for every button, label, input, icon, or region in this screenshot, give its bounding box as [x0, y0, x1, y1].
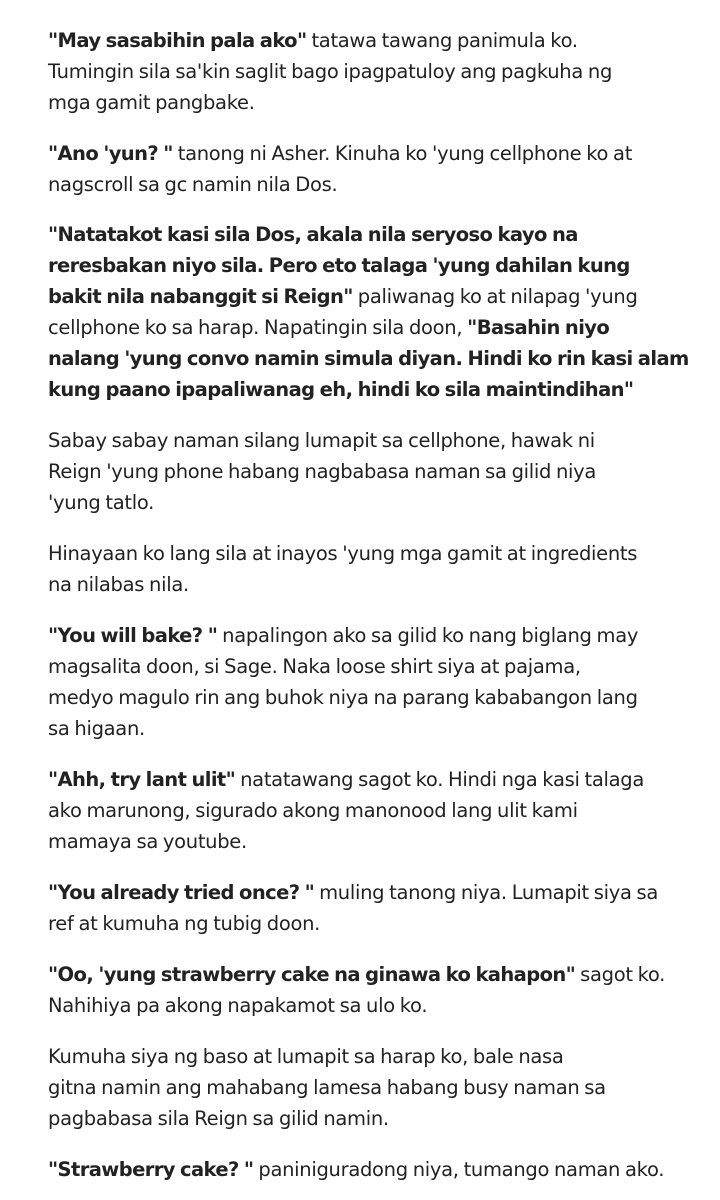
- text-line: [48, 538, 698, 569]
- dialogue-text: "May sasabihin pala ako": [48, 29, 307, 52]
- text-line: [48, 990, 698, 1021]
- dialogue-text: kung paano ipapaliwanag eh, hindi ko sila maintindihan": [48, 378, 634, 401]
- narration-text: mamaya sa youtube.: [48, 830, 247, 853]
- text-line: [48, 25, 698, 56]
- text-line: [48, 456, 698, 487]
- text-line: [48, 1041, 698, 1072]
- narration-text: muling tanong niya. Lumapit siya sa: [314, 881, 659, 904]
- paragraph-2: [48, 138, 698, 200]
- narration-text: na nilabas nila.: [48, 573, 189, 596]
- text-line: [48, 250, 698, 281]
- narration-text: gitna namin ang mahabang lamesa habang busy naman sa: [48, 1076, 606, 1099]
- text-line: [48, 826, 698, 857]
- text-line: [48, 87, 698, 118]
- narration-text: Tumingin sila sa'kin saglit bago ipagpatuloy ang pagkuha ng: [48, 60, 613, 83]
- dialogue-text: "You already tried once? ": [48, 881, 315, 904]
- paragraph-4: [48, 425, 698, 518]
- text-line: [48, 487, 698, 518]
- text-line: [48, 1154, 698, 1185]
- text-line: [48, 651, 698, 682]
- dialogue-text: "Strawberry cake? ": [48, 1158, 254, 1181]
- dialogue-text: "Oo, 'yung strawberry cake na ginawa ko kahapon": [48, 963, 576, 986]
- text-line: [48, 764, 698, 795]
- text-line: [48, 713, 698, 744]
- dialogue-text: "You will bake? ": [48, 624, 218, 647]
- dialogue-text: bakit nila nabanggit si Reign": [48, 285, 353, 308]
- text-line: [48, 138, 698, 169]
- narration-text: 'yung tatlo.: [48, 491, 155, 514]
- dialogue-text: "Ano 'yun? ": [48, 142, 173, 165]
- narration-text: ako marunong, sigurado akong manonood lang ulit kami: [48, 799, 578, 822]
- narration-text: sa higaan.: [48, 717, 145, 740]
- narration-text: Hinayaan ko lang sila at inayos 'yung mga gamit at ingredients: [48, 542, 638, 565]
- narration-text: medyo magulo rin ang buhok niya na parang kababangon lang: [48, 686, 638, 709]
- dialogue-text: nalang 'yung convo namin simula diyan. Hindi ko rin kasi alam: [48, 347, 689, 370]
- narration-text: tatawa tawang panimula ko.: [306, 29, 578, 52]
- paragraph-1: [48, 25, 698, 118]
- narration-text: natatawang sagot ko. Hindi nga kasi talaga: [235, 768, 644, 791]
- narration-text: cellphone ko sa harap. Napatingin sila doon,: [48, 316, 468, 339]
- narration-text: sagot ko.: [575, 963, 666, 986]
- dialogue-text: reresbakan niyo sila. Pero eto talaga 'yung dahilan kung: [48, 254, 630, 277]
- paragraph-9: [48, 959, 698, 1021]
- text-line: [48, 959, 698, 990]
- text-line: [48, 795, 698, 826]
- paragraph-3: [48, 219, 698, 405]
- dialogue-text: "Ahh, try lant ulit": [48, 768, 236, 791]
- paragraph-5: [48, 538, 698, 600]
- narration-text: paniniguradong niya, tumango naman ako.: [253, 1158, 665, 1181]
- text-line: [48, 56, 698, 87]
- paragraph-10: [48, 1041, 698, 1134]
- narration-text: napalingon ako sa gilid ko nang biglang may: [217, 624, 639, 647]
- narration-text: Nahihiya pa akong napakamot sa ulo ko.: [48, 994, 428, 1017]
- narration-text: magsalita doon, si Sage. Naka loose shirt siya at pajama,: [48, 655, 581, 678]
- narration-text: ref at kumuha ng tubig doon.: [48, 912, 321, 935]
- text-line: [48, 908, 698, 939]
- narration-text: Sabay sabay naman silang lumapit sa cellphone, hawak ni: [48, 429, 595, 452]
- text-line: [48, 877, 698, 908]
- text-line: [48, 425, 698, 456]
- dialogue-text: "Natatakot kasi sila Dos, akala nila seryoso kayo na: [48, 223, 578, 246]
- text-line: [48, 374, 698, 405]
- paragraph-6: [48, 620, 698, 744]
- narration-text: Reign 'yung phone habang nagbabasa naman sa gilid niya: [48, 460, 597, 483]
- text-line: [48, 1072, 698, 1103]
- narration-text: pagbabasa sila Reign sa gilid namin.: [48, 1107, 389, 1130]
- text-line: [48, 569, 698, 600]
- narration-text: Kumuha siya ng baso at lumapit sa harap ko, bale nasa: [48, 1045, 564, 1068]
- text-line: [48, 219, 698, 250]
- text-line: [48, 620, 698, 651]
- text-line: [48, 1103, 698, 1134]
- text-line: [48, 169, 698, 200]
- narration-text: paliwanag ko at nilapag 'yung: [352, 285, 638, 308]
- text-line: [48, 281, 698, 312]
- paragraph-7: [48, 764, 698, 857]
- text-line: [48, 682, 698, 713]
- narration-text: mga gamit pangbake.: [48, 91, 255, 114]
- dialogue-text: "Basahin niyo: [467, 316, 610, 339]
- narration-text: tanong ni Asher. Kinuha ko 'yung cellphone ko at: [172, 142, 633, 165]
- narration-text: nagscroll sa gc namin nila Dos.: [48, 173, 338, 196]
- text-line: [48, 312, 698, 343]
- paragraph-8: [48, 877, 698, 939]
- paragraph-11: [48, 1154, 698, 1185]
- text-line: [48, 343, 698, 374]
